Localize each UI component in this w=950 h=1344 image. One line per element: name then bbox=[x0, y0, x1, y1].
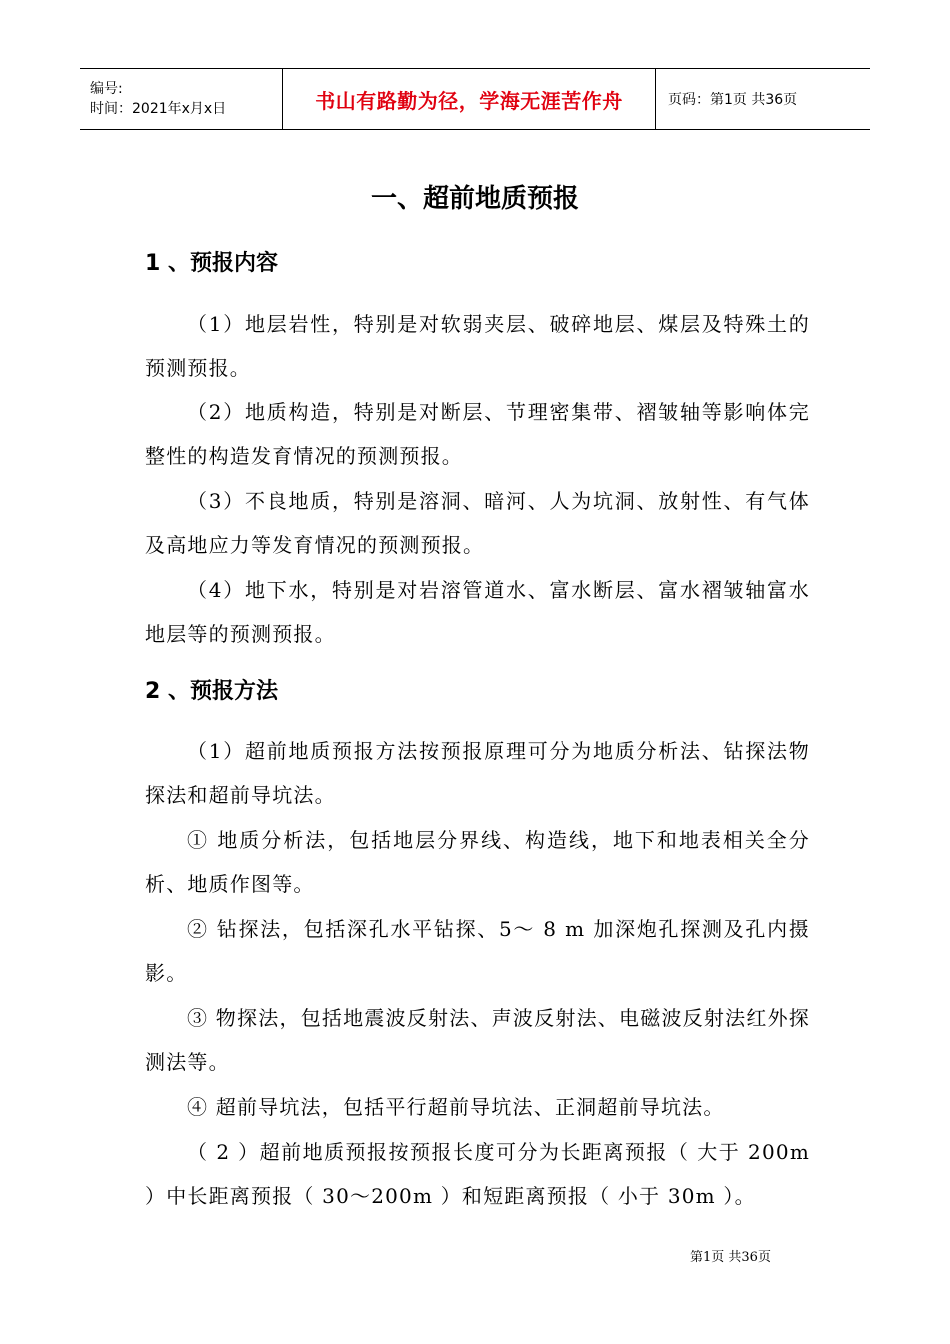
paragraph: ④ 超前导坑法，包括平行超前导坑法、正洞超前导坑法。 bbox=[187, 1095, 725, 1119]
document-number: 编号: bbox=[90, 81, 123, 97]
paragraph: ③ 物探法，包括地震波反射法、声波反射法、电磁波反射法红外探测法等。 bbox=[145, 1006, 810, 1074]
paragraph: （2）地质构造，特别是对断层、节理密集带、褶皱轴等影响体完整性的构造发育情况的预测预报。 bbox=[145, 400, 810, 468]
page-header bbox=[80, 68, 870, 130]
section-heading-2: 2 、预报方法 bbox=[145, 679, 278, 704]
header-page-info: 页码：第1页 共36页 bbox=[668, 92, 798, 108]
paragraph: ② 钻探法，包括深孔水平钻探、5～ 8 m 加深炮孔探测及孔内摄影。 bbox=[145, 917, 810, 985]
paragraph: （ 2 ）超前地质预报按预报长度可分为长距离预报（ 大于 200m ）中长距离预报（ 30～200m ）和短距离预报（ 小于 30m ）。 bbox=[145, 1140, 810, 1208]
paragraph: （4）地下水，特别是对岩溶管道水、富水断层、富水褶皱轴富水地层等的预测预报。 bbox=[145, 578, 810, 646]
header-motto-cell bbox=[282, 69, 656, 129]
paragraph: （1）地层岩性，特别是对软弱夹层、破碎地层、煤层及特殊土的预测预报。 bbox=[145, 312, 810, 380]
paragraph: （1）超前地质预报方法按预报原理可分为地质分析法、钻探法物探法和超前导坑法。 bbox=[145, 739, 810, 807]
section-heading-1: 1 、预报内容 bbox=[145, 251, 278, 276]
header-meta bbox=[80, 69, 282, 129]
paragraph: （3）不良地质，特别是溶洞、暗河、人为坑洞、放射性、有气体及高地应力等发育情况的预测预报。 bbox=[145, 489, 810, 557]
document-title: 一、超前地质预报 bbox=[370, 184, 579, 214]
paragraph: ① 地质分析法，包括地层分界线、构造线，地下和地表相关全分析、地质作图等。 bbox=[145, 828, 810, 896]
page-footer: 第1页 共36页 bbox=[690, 1250, 771, 1265]
document-date: 时间：2021年x月x日 bbox=[90, 101, 227, 117]
header-motto: 书山有路勤为径，学海无涯苦作舟 bbox=[315, 88, 623, 113]
